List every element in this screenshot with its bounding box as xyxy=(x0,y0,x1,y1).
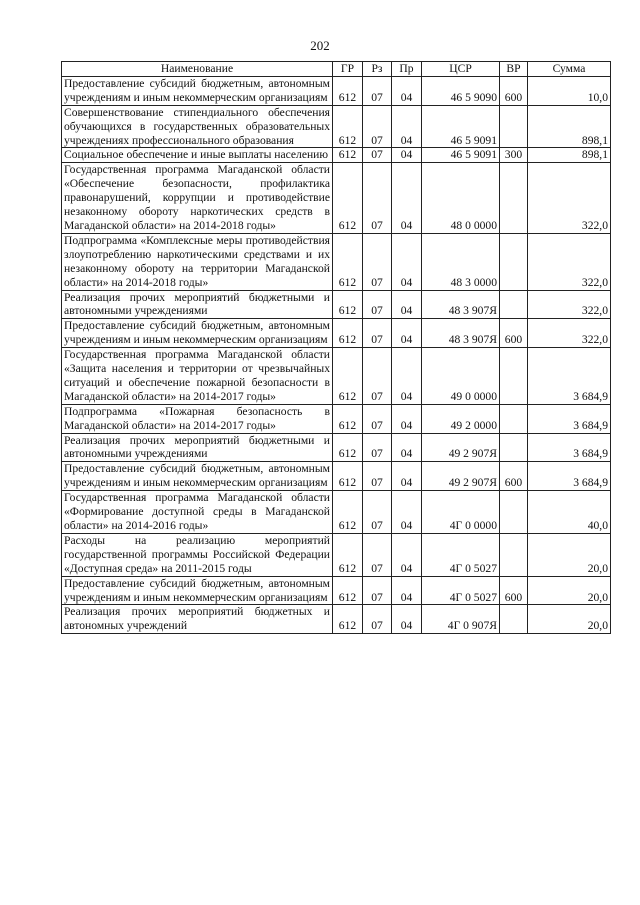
row-vr-cell xyxy=(500,233,528,290)
row-pr-cell: 04 xyxy=(392,433,422,462)
row-name-cell: Совершенствование стипендиального обеспечения обучающихся в государственных образовательных учреждениях профессионального образования xyxy=(62,105,333,148)
row-sum-cell: 3 684,9 xyxy=(528,433,611,462)
row-rz-cell: 07 xyxy=(363,319,392,348)
row-gr-cell: 612 xyxy=(333,163,363,234)
row-sum-cell: 10,0 xyxy=(528,76,611,105)
table-row xyxy=(62,491,611,534)
row-name-cell: Предоставление субсидий бюджетным, автономным учреждениям и иным некоммерческим организациям xyxy=(62,76,333,105)
row-name-cell: Государственная программа Магаданской области «Обеспечение безопасности, профилактика правонарушений, коррупции и противодействие незаконному обороту наркотических средств в Магаданской области» на 2014-2018 годы» xyxy=(62,163,333,234)
row-gr-cell: 612 xyxy=(333,404,363,433)
row-gr-cell: 612 xyxy=(333,290,363,319)
table-row xyxy=(62,148,611,163)
row-rz-cell: 07 xyxy=(363,605,392,634)
row-csr-cell: 46 5 9091 xyxy=(422,148,500,163)
table-row xyxy=(62,348,611,405)
row-gr-cell: 612 xyxy=(333,76,363,105)
row-vr-cell xyxy=(500,290,528,319)
row-csr-cell: 48 3 907Я xyxy=(422,319,500,348)
row-gr-cell: 612 xyxy=(333,433,363,462)
row-csr-cell: 46 5 9091 xyxy=(422,105,500,148)
row-gr-cell: 612 xyxy=(333,233,363,290)
row-rz-cell: 07 xyxy=(363,533,392,576)
row-csr-cell: 4Г 0 907Я xyxy=(422,605,500,634)
row-vr-cell: 600 xyxy=(500,576,528,605)
row-vr-cell: 600 xyxy=(500,319,528,348)
row-csr-cell: 4Г 0 5027 xyxy=(422,533,500,576)
row-pr-cell: 04 xyxy=(392,319,422,348)
row-pr-cell: 04 xyxy=(392,105,422,148)
row-name-cell: Государственная программа Магаданской области «Защита населения и территории от чрезвычайных ситуаций и обеспечение пожарной безопасности в Магаданской области» на 2014-2017 годы» xyxy=(62,348,333,405)
row-gr-cell: 612 xyxy=(333,533,363,576)
row-name-cell: Предоставление субсидий бюджетным, автономным учреждениям и иным некоммерческим организациям xyxy=(62,319,333,348)
row-sum-cell: 898,1 xyxy=(528,148,611,163)
table-row xyxy=(62,433,611,462)
table-row xyxy=(62,290,611,319)
row-rz-cell: 07 xyxy=(363,348,392,405)
table-row xyxy=(62,404,611,433)
row-name-cell: Реализация прочих мероприятий бюджетными и автономными учреждениями xyxy=(62,290,333,319)
row-csr-cell: 49 2 907Я xyxy=(422,462,500,491)
row-sum-cell: 20,0 xyxy=(528,605,611,634)
row-pr-cell: 04 xyxy=(392,605,422,634)
table-body xyxy=(62,76,611,633)
row-csr-cell: 48 0 0000 xyxy=(422,163,500,234)
header-pr: Пр xyxy=(392,62,422,77)
row-name-cell: Реализация прочих мероприятий бюджетных и автономных учреждений xyxy=(62,605,333,634)
row-vr-cell: 300 xyxy=(500,148,528,163)
row-pr-cell: 04 xyxy=(392,348,422,405)
row-name-cell: Подпрограмма «Комплексные меры противодействия злоупотреблению наркотическими средствами и их незаконному обороту на территории Магаданской области» на 2014-2018 годы» xyxy=(62,233,333,290)
row-pr-cell: 04 xyxy=(392,491,422,534)
table-row xyxy=(62,462,611,491)
row-rz-cell: 07 xyxy=(363,433,392,462)
row-rz-cell: 07 xyxy=(363,105,392,148)
row-sum-cell: 322,0 xyxy=(528,290,611,319)
row-gr-cell: 612 xyxy=(333,576,363,605)
row-rz-cell: 07 xyxy=(363,290,392,319)
row-csr-cell: 49 0 0000 xyxy=(422,348,500,405)
row-rz-cell: 07 xyxy=(363,233,392,290)
row-sum-cell: 322,0 xyxy=(528,319,611,348)
header-csr: ЦСР xyxy=(422,62,500,77)
row-pr-cell: 04 xyxy=(392,576,422,605)
row-gr-cell: 612 xyxy=(333,605,363,634)
row-gr-cell: 612 xyxy=(333,462,363,491)
row-pr-cell: 04 xyxy=(392,233,422,290)
table-row xyxy=(62,76,611,105)
row-name-cell: Расходы на реализацию мероприятий государственной программы Российской Федерации «Доступная среда» на 2011-2015 годы xyxy=(62,533,333,576)
table-row xyxy=(62,576,611,605)
budget-table xyxy=(61,61,611,634)
row-vr-cell xyxy=(500,404,528,433)
row-vr-cell xyxy=(500,163,528,234)
row-csr-cell: 46 5 9090 xyxy=(422,76,500,105)
row-vr-cell xyxy=(500,433,528,462)
row-pr-cell: 04 xyxy=(392,290,422,319)
row-csr-cell: 49 2 0000 xyxy=(422,404,500,433)
row-pr-cell: 04 xyxy=(392,404,422,433)
row-vr-cell xyxy=(500,533,528,576)
row-sum-cell: 3 684,9 xyxy=(528,348,611,405)
table-header-row xyxy=(62,62,611,77)
row-name-cell: Предоставление субсидий бюджетным, автономным учреждениям и иным некоммерческим организациям xyxy=(62,576,333,605)
row-gr-cell: 612 xyxy=(333,148,363,163)
row-rz-cell: 07 xyxy=(363,404,392,433)
row-vr-cell: 600 xyxy=(500,76,528,105)
row-sum-cell: 3 684,9 xyxy=(528,462,611,491)
row-rz-cell: 07 xyxy=(363,163,392,234)
table-row xyxy=(62,319,611,348)
row-rz-cell: 07 xyxy=(363,148,392,163)
row-sum-cell: 20,0 xyxy=(528,533,611,576)
row-sum-cell: 40,0 xyxy=(528,491,611,534)
row-sum-cell: 20,0 xyxy=(528,576,611,605)
row-sum-cell: 322,0 xyxy=(528,163,611,234)
table-row xyxy=(62,533,611,576)
row-pr-cell: 04 xyxy=(392,462,422,491)
row-name-cell: Социальное обеспечение и иные выплаты населению xyxy=(62,148,333,163)
header-vr: ВР xyxy=(500,62,528,77)
row-gr-cell: 612 xyxy=(333,348,363,405)
row-name-cell: Предоставление субсидий бюджетным, автономным учреждениям и иным некоммерческим организациям xyxy=(62,462,333,491)
row-csr-cell: 49 2 907Я xyxy=(422,433,500,462)
row-sum-cell: 3 684,9 xyxy=(528,404,611,433)
row-sum-cell: 322,0 xyxy=(528,233,611,290)
row-rz-cell: 07 xyxy=(363,76,392,105)
row-pr-cell: 04 xyxy=(392,76,422,105)
row-vr-cell xyxy=(500,491,528,534)
row-vr-cell: 600 xyxy=(500,462,528,491)
header-rz: Рз xyxy=(363,62,392,77)
table-row xyxy=(62,163,611,234)
row-gr-cell: 612 xyxy=(333,105,363,148)
row-name-cell: Государственная программа Магаданской области «Формирование доступной среды в Магаданской области» на 2014-2016 годы» xyxy=(62,491,333,534)
table-row xyxy=(62,605,611,634)
row-csr-cell: 48 3 907Я xyxy=(422,290,500,319)
row-vr-cell xyxy=(500,348,528,405)
header-name: Наименование xyxy=(62,62,333,77)
header-gr: ГР xyxy=(333,62,363,77)
row-name-cell: Подпрограмма «Пожарная безопасность в Магаданской области» на 2014-2017 годы» xyxy=(62,404,333,433)
row-gr-cell: 612 xyxy=(333,491,363,534)
row-csr-cell: 4Г 0 0000 xyxy=(422,491,500,534)
row-vr-cell xyxy=(500,105,528,148)
row-vr-cell xyxy=(500,605,528,634)
row-csr-cell: 4Г 0 5027 xyxy=(422,576,500,605)
row-gr-cell: 612 xyxy=(333,319,363,348)
page-number: 202 xyxy=(310,38,330,53)
row-rz-cell: 07 xyxy=(363,576,392,605)
row-csr-cell: 48 3 0000 xyxy=(422,233,500,290)
row-pr-cell: 04 xyxy=(392,533,422,576)
header-sum: Сумма xyxy=(528,62,611,77)
row-pr-cell: 04 xyxy=(392,148,422,163)
table-row xyxy=(62,105,611,148)
table-row xyxy=(62,233,611,290)
row-rz-cell: 07 xyxy=(363,462,392,491)
row-rz-cell: 07 xyxy=(363,491,392,534)
row-sum-cell: 898,1 xyxy=(528,105,611,148)
row-pr-cell: 04 xyxy=(392,163,422,234)
row-name-cell: Реализация прочих мероприятий бюджетными и автономными учреждениями xyxy=(62,433,333,462)
